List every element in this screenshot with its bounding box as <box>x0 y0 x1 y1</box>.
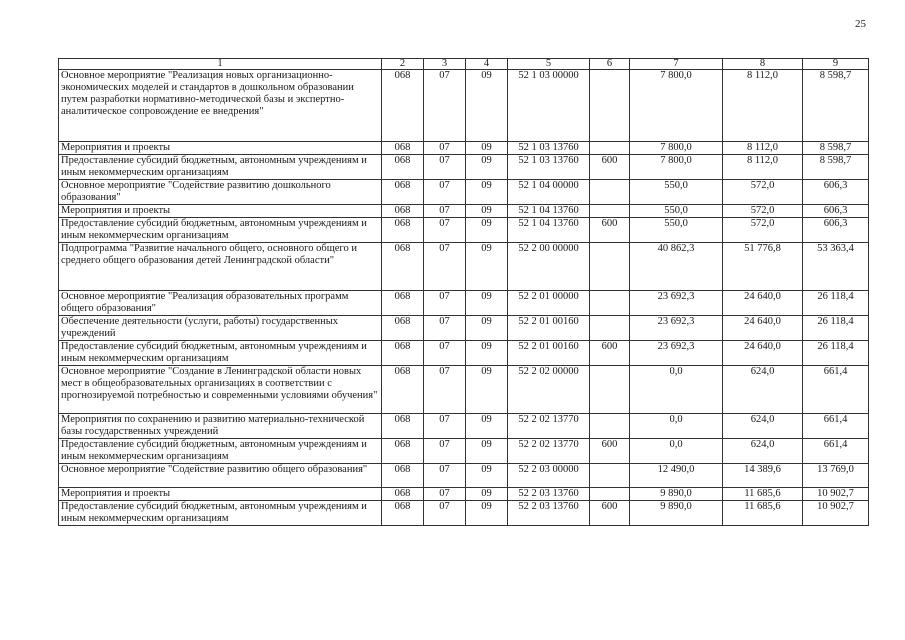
row-value-cell: 23 692,3 <box>630 316 723 341</box>
row-value-cell: 52 1 04 13760 <box>508 205 590 218</box>
row-value-cell: 550,0 <box>630 180 723 205</box>
row-name-cell: Предоставление субсидий бюджетным, автономным учреждениям и иным некоммерческим организациям <box>59 155 382 180</box>
table-header-row <box>59 59 869 70</box>
row-value-cell: 09 <box>466 488 508 501</box>
row-value-cell <box>590 70 630 142</box>
row-value-cell: 068 <box>382 180 424 205</box>
header-cell: 2 <box>382 59 424 70</box>
row-value-cell: 600 <box>590 439 630 464</box>
table-row <box>59 180 869 205</box>
row-value-cell: 572,0 <box>723 205 803 218</box>
row-value-cell: 600 <box>590 218 630 243</box>
row-value-cell: 07 <box>424 366 466 414</box>
row-value-cell: 068 <box>382 142 424 155</box>
row-value-cell: 550,0 <box>630 205 723 218</box>
row-name-cell: Основное мероприятие "Реализация образовательных программ общего образования" <box>59 291 382 316</box>
row-value-cell: 09 <box>466 155 508 180</box>
table-row <box>59 205 869 218</box>
header-cell: 5 <box>508 59 590 70</box>
row-value-cell: 600 <box>590 501 630 526</box>
row-value-cell: 09 <box>466 341 508 366</box>
row-value-cell: 23 692,3 <box>630 341 723 366</box>
row-value-cell: 661,4 <box>803 439 869 464</box>
row-value-cell: 624,0 <box>723 414 803 439</box>
row-value-cell: 52 2 02 13770 <box>508 414 590 439</box>
row-value-cell: 068 <box>382 70 424 142</box>
row-value-cell <box>590 205 630 218</box>
row-value-cell: 52 2 02 13770 <box>508 439 590 464</box>
row-value-cell: 624,0 <box>723 439 803 464</box>
row-value-cell <box>590 142 630 155</box>
row-name-cell: Мероприятия и проекты <box>59 142 382 155</box>
row-value-cell: 07 <box>424 501 466 526</box>
row-value-cell: 624,0 <box>723 366 803 414</box>
row-name-cell: Основное мероприятие "Содействие развитию общего образования" <box>59 464 382 488</box>
row-value-cell: 07 <box>424 439 466 464</box>
row-value-cell: 52 2 03 13760 <box>508 501 590 526</box>
row-value-cell: 11 685,6 <box>723 488 803 501</box>
table-row <box>59 155 869 180</box>
row-value-cell: 606,3 <box>803 218 869 243</box>
row-value-cell: 24 640,0 <box>723 341 803 366</box>
row-value-cell: 8 112,0 <box>723 70 803 142</box>
row-value-cell: 068 <box>382 218 424 243</box>
row-value-cell: 07 <box>424 218 466 243</box>
row-value-cell: 068 <box>382 501 424 526</box>
row-value-cell: 068 <box>382 243 424 291</box>
row-value-cell: 09 <box>466 414 508 439</box>
row-name-cell: Основное мероприятие "Реализация новых организационно-экономических моделей и стандартов в дошкольном образовании путем разработки нормативно-методической базы и экспертно-аналитическое сопровождение ее внедрения" <box>59 70 382 142</box>
header-cell: 9 <box>803 59 869 70</box>
table-row <box>59 366 869 414</box>
row-name-cell: Основное мероприятие "Создание в Ленинградской области новых мест в общеобразовательных организациях в соответствии с прогнозируемой потребностью и современными условиями обучения" <box>59 366 382 414</box>
row-value-cell: 550,0 <box>630 218 723 243</box>
row-value-cell: 0,0 <box>630 414 723 439</box>
row-value-cell: 600 <box>590 155 630 180</box>
row-value-cell: 9 890,0 <box>630 488 723 501</box>
row-value-cell: 52 2 01 00160 <box>508 316 590 341</box>
row-value-cell <box>590 366 630 414</box>
row-value-cell: 10 902,7 <box>803 488 869 501</box>
row-value-cell: 09 <box>466 70 508 142</box>
row-name-cell: Обеспечение деятельности (услуги, работы) государственных учреждений <box>59 316 382 341</box>
row-value-cell: 068 <box>382 414 424 439</box>
table-row <box>59 218 869 243</box>
row-value-cell: 068 <box>382 316 424 341</box>
row-value-cell: 9 890,0 <box>630 501 723 526</box>
row-value-cell: 07 <box>424 316 466 341</box>
row-value-cell: 572,0 <box>723 180 803 205</box>
table-row <box>59 243 869 291</box>
row-value-cell: 26 118,4 <box>803 291 869 316</box>
row-value-cell: 09 <box>466 205 508 218</box>
row-value-cell: 09 <box>466 291 508 316</box>
row-name-cell: Предоставление субсидий бюджетным, автономным учреждениям и иным некоммерческим организациям <box>59 501 382 526</box>
row-value-cell <box>590 291 630 316</box>
row-value-cell: 606,3 <box>803 180 869 205</box>
row-value-cell: 53 363,4 <box>803 243 869 291</box>
row-value-cell: 068 <box>382 341 424 366</box>
header-cell: 6 <box>590 59 630 70</box>
row-value-cell: 068 <box>382 464 424 488</box>
row-value-cell: 8 112,0 <box>723 142 803 155</box>
row-value-cell <box>590 414 630 439</box>
row-value-cell: 14 389,6 <box>723 464 803 488</box>
row-value-cell: 572,0 <box>723 218 803 243</box>
table-row <box>59 70 869 142</box>
table-row <box>59 439 869 464</box>
header-cell: 8 <box>723 59 803 70</box>
row-value-cell: 7 800,0 <box>630 70 723 142</box>
row-value-cell: 661,4 <box>803 366 869 414</box>
row-value-cell: 0,0 <box>630 366 723 414</box>
row-value-cell: 52 1 04 00000 <box>508 180 590 205</box>
row-value-cell: 12 490,0 <box>630 464 723 488</box>
row-value-cell: 7 800,0 <box>630 155 723 180</box>
header-cell: 1 <box>59 59 382 70</box>
row-value-cell <box>590 488 630 501</box>
row-value-cell: 40 862,3 <box>630 243 723 291</box>
row-value-cell: 52 2 03 13760 <box>508 488 590 501</box>
row-value-cell <box>590 243 630 291</box>
table-row <box>59 464 869 488</box>
row-value-cell: 13 769,0 <box>803 464 869 488</box>
row-value-cell: 0,0 <box>630 439 723 464</box>
row-value-cell: 09 <box>466 142 508 155</box>
row-value-cell: 24 640,0 <box>723 291 803 316</box>
row-value-cell: 52 1 04 13760 <box>508 218 590 243</box>
row-value-cell <box>590 180 630 205</box>
row-value-cell: 52 1 03 00000 <box>508 70 590 142</box>
row-value-cell: 52 2 02 00000 <box>508 366 590 414</box>
row-value-cell: 07 <box>424 180 466 205</box>
row-value-cell <box>590 316 630 341</box>
row-value-cell: 07 <box>424 414 466 439</box>
row-value-cell: 52 1 03 13760 <box>508 155 590 180</box>
table-row <box>59 316 869 341</box>
row-value-cell: 52 2 00 00000 <box>508 243 590 291</box>
row-value-cell: 26 118,4 <box>803 341 869 366</box>
row-name-cell: Предоставление субсидий бюджетным, автономным учреждениям и иным некоммерческим организациям <box>59 218 382 243</box>
row-value-cell: 52 2 01 00000 <box>508 291 590 316</box>
row-value-cell: 8 598,7 <box>803 155 869 180</box>
row-value-cell: 10 902,7 <box>803 501 869 526</box>
row-value-cell: 09 <box>466 180 508 205</box>
table-row <box>59 501 869 526</box>
row-value-cell: 07 <box>424 488 466 501</box>
row-value-cell: 068 <box>382 155 424 180</box>
row-value-cell: 09 <box>466 316 508 341</box>
row-value-cell: 26 118,4 <box>803 316 869 341</box>
row-value-cell: 068 <box>382 439 424 464</box>
row-name-cell: Мероприятия и проекты <box>59 488 382 501</box>
row-value-cell: 8 598,7 <box>803 142 869 155</box>
header-cell: 7 <box>630 59 723 70</box>
row-value-cell: 07 <box>424 142 466 155</box>
row-value-cell: 09 <box>466 243 508 291</box>
row-value-cell: 24 640,0 <box>723 316 803 341</box>
table-row <box>59 142 869 155</box>
row-value-cell: 52 1 03 13760 <box>508 142 590 155</box>
row-value-cell: 8 112,0 <box>723 155 803 180</box>
table-row <box>59 341 869 366</box>
header-cell: 4 <box>466 59 508 70</box>
row-value-cell: 11 685,6 <box>723 501 803 526</box>
row-name-cell: Подпрограмма "Развитие начального общего, основного общего и среднего общего образования детей Ленинградской области" <box>59 243 382 291</box>
row-value-cell: 52 2 03 00000 <box>508 464 590 488</box>
row-value-cell: 661,4 <box>803 414 869 439</box>
row-value-cell: 09 <box>466 501 508 526</box>
row-value-cell: 52 2 01 00160 <box>508 341 590 366</box>
row-value-cell: 51 776,8 <box>723 243 803 291</box>
table-row <box>59 291 869 316</box>
row-value-cell: 8 598,7 <box>803 70 869 142</box>
row-name-cell: Мероприятия и проекты <box>59 205 382 218</box>
header-cell: 3 <box>424 59 466 70</box>
budget-table <box>58 58 869 526</box>
row-value-cell: 09 <box>466 464 508 488</box>
row-value-cell <box>590 464 630 488</box>
row-value-cell: 07 <box>424 291 466 316</box>
row-name-cell: Предоставление субсидий бюджетным, автономным учреждениям и иным некоммерческим организациям <box>59 341 382 366</box>
row-value-cell: 07 <box>424 464 466 488</box>
row-value-cell: 7 800,0 <box>630 142 723 155</box>
row-value-cell: 07 <box>424 155 466 180</box>
row-value-cell: 23 692,3 <box>630 291 723 316</box>
row-value-cell: 07 <box>424 243 466 291</box>
row-value-cell: 07 <box>424 341 466 366</box>
row-value-cell: 600 <box>590 341 630 366</box>
row-value-cell: 606,3 <box>803 205 869 218</box>
row-value-cell: 09 <box>466 218 508 243</box>
table-row <box>59 414 869 439</box>
row-value-cell: 068 <box>382 488 424 501</box>
row-value-cell: 09 <box>466 439 508 464</box>
row-value-cell: 068 <box>382 366 424 414</box>
row-value-cell: 09 <box>466 366 508 414</box>
page-number: 25 <box>855 18 866 30</box>
row-name-cell: Предоставление субсидий бюджетным, автономным учреждениям и иным некоммерческим организациям <box>59 439 382 464</box>
row-name-cell: Мероприятия по сохранению и развитию материально-технической базы государственных учреждений <box>59 414 382 439</box>
row-value-cell: 068 <box>382 291 424 316</box>
row-value-cell: 07 <box>424 205 466 218</box>
table-row <box>59 488 869 501</box>
row-name-cell: Основное мероприятие "Содействие развитию дошкольного образования" <box>59 180 382 205</box>
row-value-cell: 068 <box>382 205 424 218</box>
row-value-cell: 07 <box>424 70 466 142</box>
